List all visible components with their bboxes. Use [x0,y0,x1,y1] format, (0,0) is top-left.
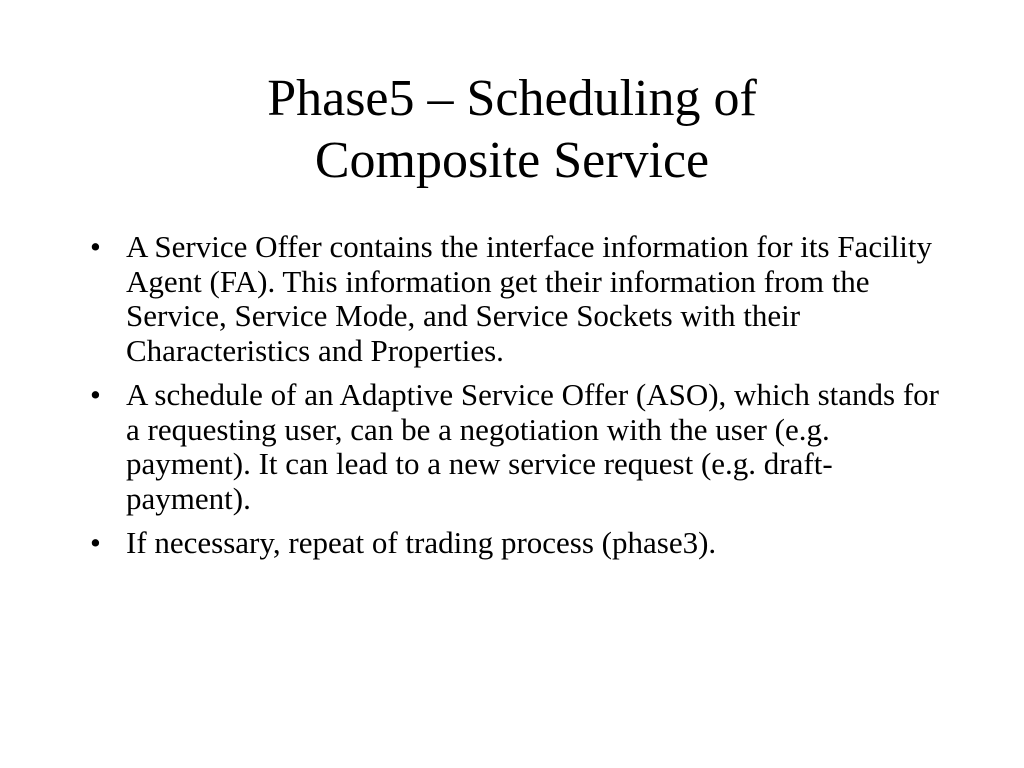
bullet-dot-icon: • [90,525,101,560]
slide-title-line-1: Phase5 – Scheduling of [267,70,757,127]
slide-title-line-2: Composite Service [314,132,710,189]
bullet-text: A schedule of an Adaptive Service Offer (ASO), which stands for a requesting user, can be a negotiation with the user (e.g. payment). It can lead to a new service request (e.g. draft-payment). [126,377,939,516]
slide-title [0,68,1024,192]
bullet-item-schedule [84,378,944,516]
bullet-dot-icon: • [90,377,101,412]
bullet-list [84,230,944,571]
bullet-item-service-offer [84,230,944,368]
bullet-dot-icon: • [90,229,101,264]
bullet-text: A Service Offer contains the interface information for its Facility Agent (FA). This information get their information from the Service, Service Mode, and Service Sockets with their Characteristics and Properties. [126,229,933,368]
bullet-item-repeat [84,526,944,561]
bullet-text: If necessary, repeat of trading process (phase3). [126,525,717,560]
